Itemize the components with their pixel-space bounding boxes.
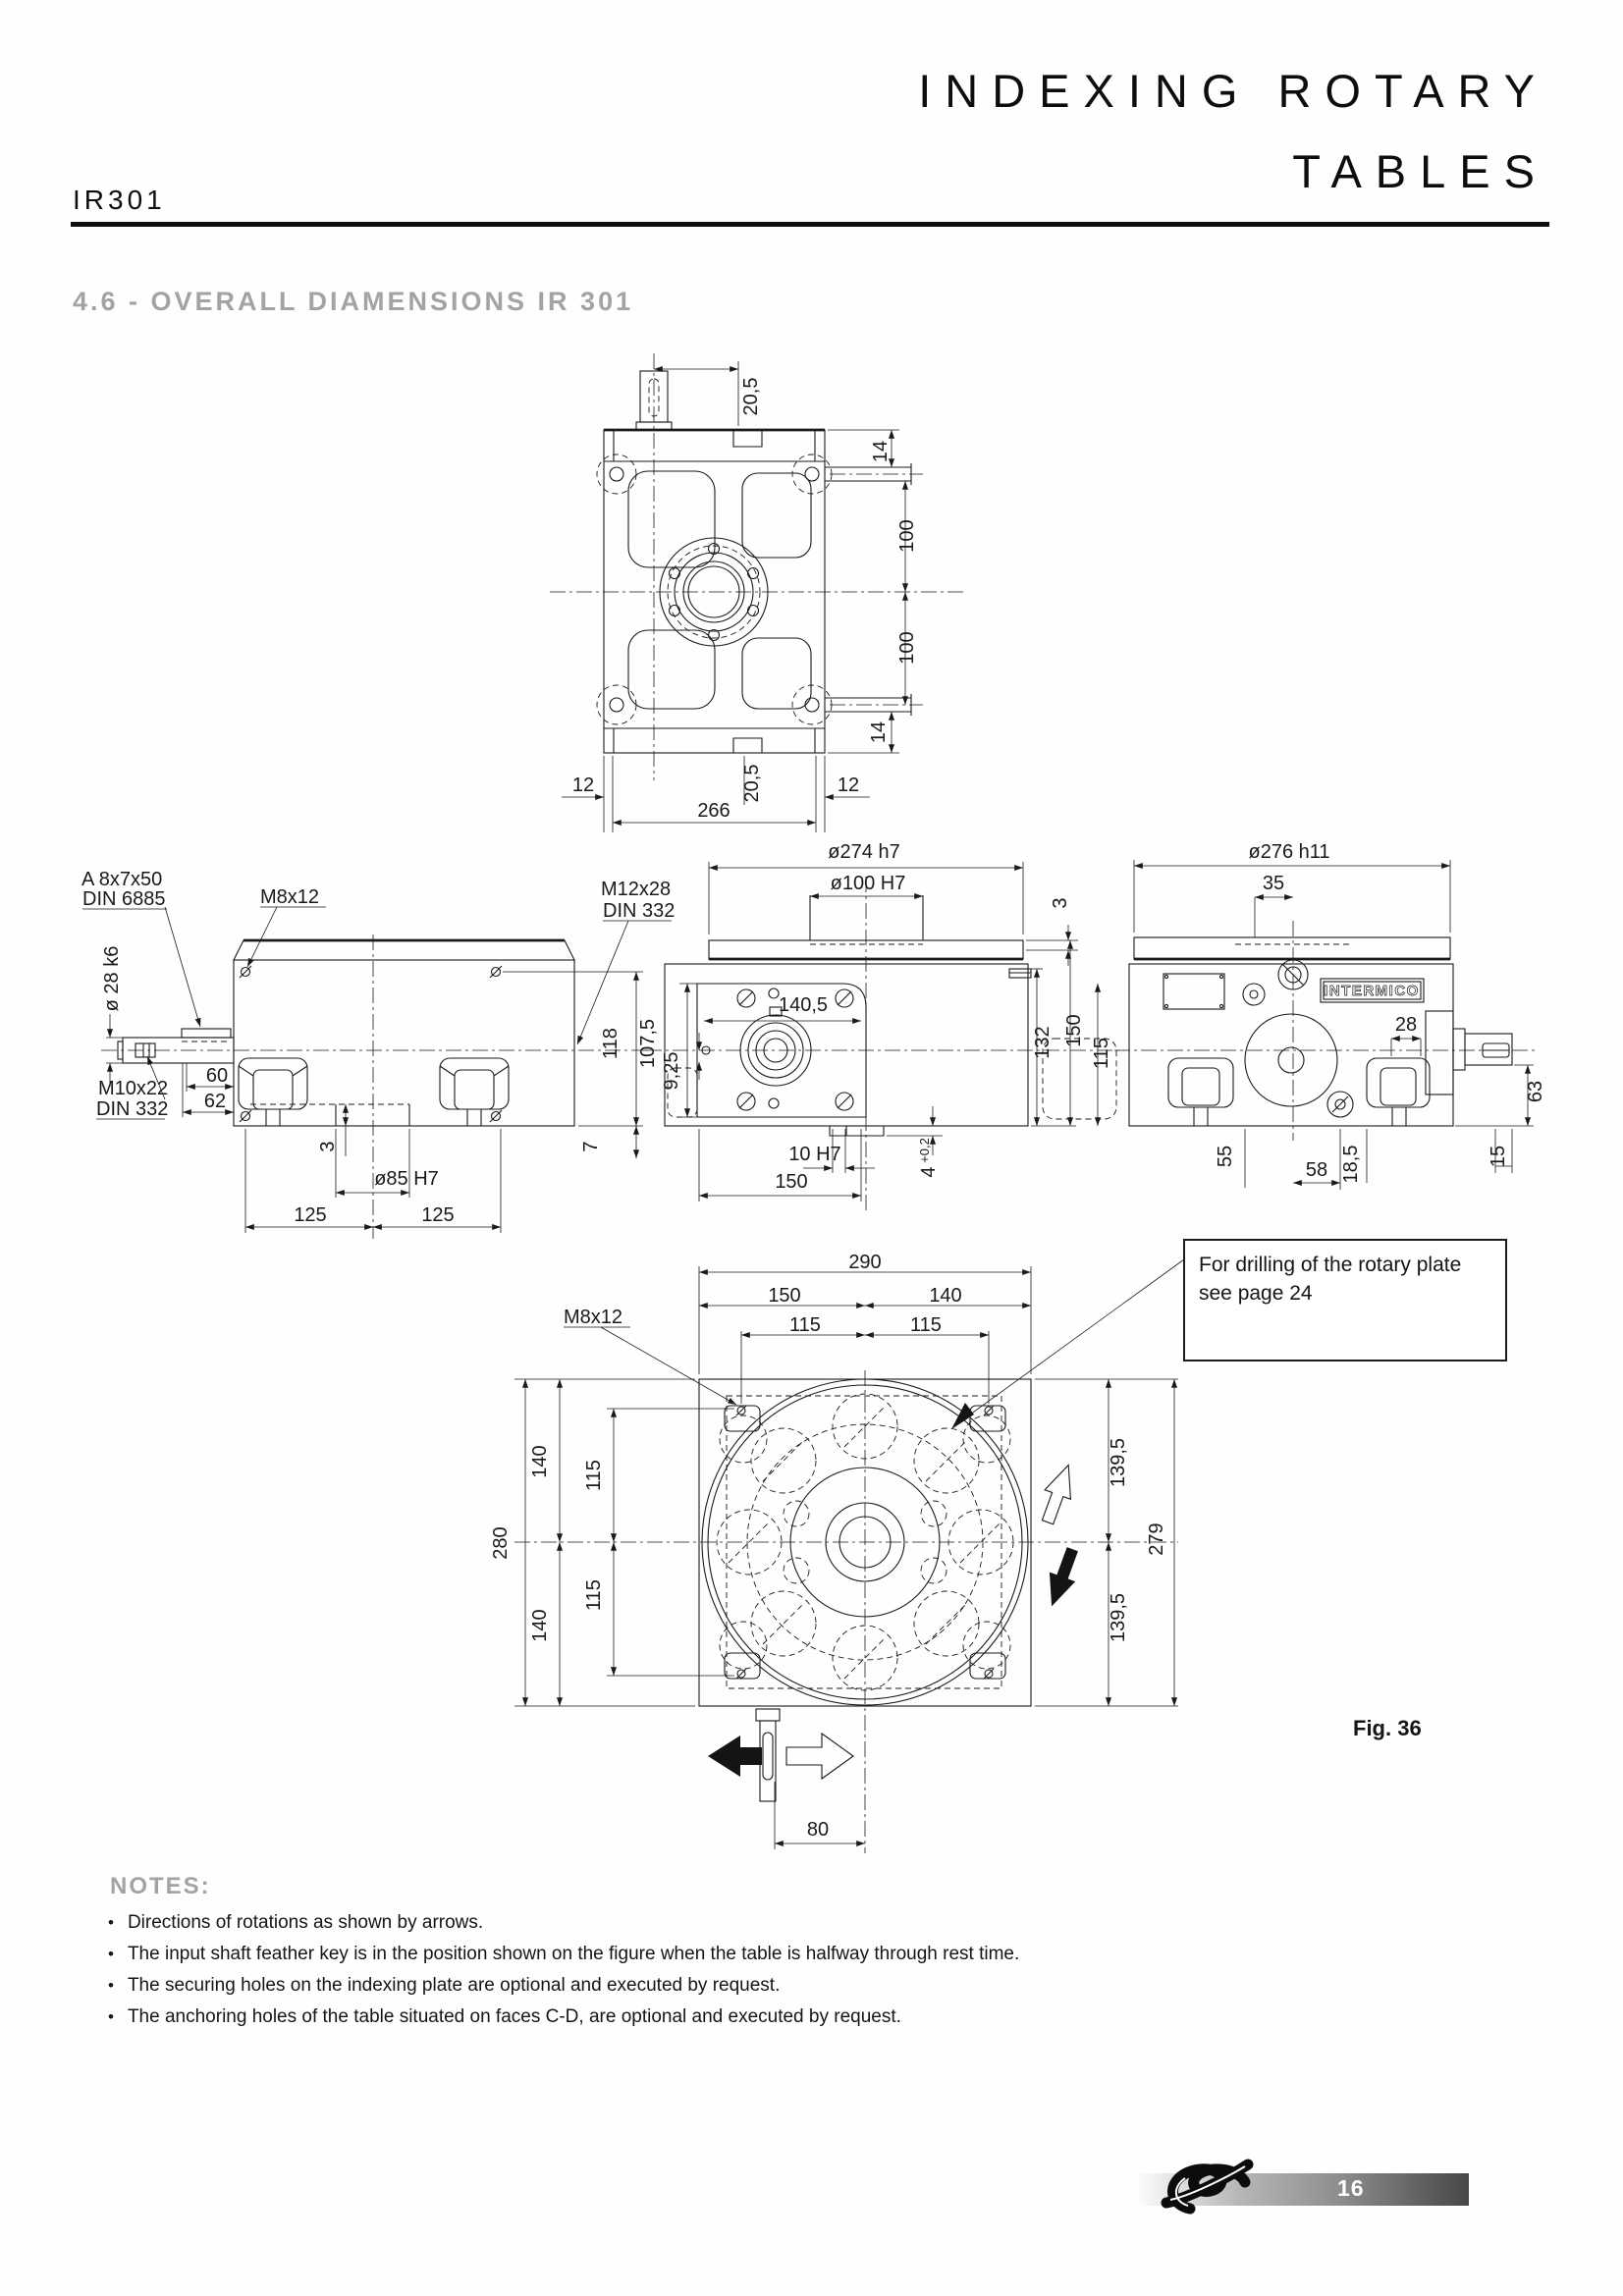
dim-9-25: 9,25 (661, 1051, 682, 1091)
dim-20-5-top: 20,5 (740, 377, 762, 416)
dim-shaft-dia: ø 28 k6 (101, 945, 123, 1012)
dim-key-10h7: 10 H7 (788, 1144, 841, 1165)
dim-plate-274: ø274 h7 (828, 841, 900, 863)
notes-list (108, 1912, 1414, 2038)
front-view-drawing (637, 841, 1124, 1212)
section-title: 4.6 - OVERALL DIAMENSIONS IR 301 (73, 287, 634, 316)
rotation-arrow-ccw (1035, 1461, 1082, 1527)
dim-3-lip: 3 (1050, 897, 1071, 909)
figure-caption: Fig. 36 (1353, 1716, 1422, 1740)
dim-279: 279 (1146, 1522, 1167, 1556)
dim-100-bottom: 100 (896, 631, 918, 665)
dim-115-top-right: 115 (910, 1314, 942, 1336)
intermico-logo-icon (1157, 2158, 1255, 2220)
dim-plate-276: ø276 h11 (1248, 841, 1330, 863)
document-title-line1: INDEXING ROTARY (918, 65, 1548, 117)
plan-view-drawing (490, 1252, 1184, 1853)
dim-107-5: 107,5 (637, 1018, 659, 1069)
dim-15: 15 (1488, 1145, 1509, 1168)
label-tap-m12x28-line1: M12x28 (601, 879, 672, 900)
bullet-icon: • (108, 1976, 114, 1995)
dim-bore-85: ø85 H7 (374, 1168, 439, 1190)
dim-115-height: 115 (1091, 1038, 1112, 1069)
dim-4-tolerance: +0,2 (917, 1138, 932, 1163)
note-item-text: The securing holes on the indexing plate are optional and executed by request. (127, 1975, 781, 1996)
label-key-spec-line2: DIN 6885 (82, 888, 166, 910)
dim-140-plan-top: 140 (929, 1285, 962, 1307)
dim-150-plan: 150 (768, 1285, 801, 1307)
dim-35: 35 (1262, 873, 1285, 894)
label-tap-m10x22-line1: M10x22 (98, 1078, 169, 1099)
dim-28: 28 (1394, 1014, 1418, 1036)
note-leader-line (959, 1259, 1184, 1422)
dim-60: 60 (205, 1065, 229, 1087)
dim-4: 4 (918, 1166, 940, 1178)
dim-12-right: 12 (837, 774, 860, 796)
dim-12-left: 12 (571, 774, 595, 796)
dim-150-right: 150 (1063, 1014, 1085, 1047)
dim-118: 118 (600, 1028, 622, 1059)
clamp-slot (1168, 1058, 1430, 1126)
dim-150-bottom: 150 (775, 1171, 808, 1193)
label-tap-m10x22-line2: DIN 332 (96, 1098, 169, 1120)
note-item-text: The input shaft feather key is in the position shown on the figure when the table is halfway through rest time. (127, 1944, 1020, 1964)
dim-125-left: 125 (294, 1204, 327, 1226)
label-tap-m8x12: M8x12 (260, 886, 320, 908)
label-key-spec-line1: A 8x7x50 (81, 869, 163, 890)
document-title-line2: TABLES (1292, 145, 1548, 198)
note-item (108, 1944, 1414, 1965)
dim-7: 7 (580, 1141, 602, 1152)
dim-62: 62 (203, 1091, 227, 1112)
model-code: IR301 (73, 185, 166, 215)
input-hub (740, 1007, 811, 1086)
dim-55: 55 (1215, 1145, 1236, 1168)
clamp-slot (239, 1058, 509, 1126)
dim-139-5-bottom: 139,5 (1108, 1592, 1129, 1643)
dim-63: 63 (1525, 1080, 1546, 1103)
dim-125-right: 125 (421, 1204, 455, 1226)
dim-14-top: 14 (870, 440, 892, 463)
rear-view-drawing (1091, 841, 1546, 1190)
dim-18-5: 18,5 (1340, 1145, 1362, 1184)
bullet-icon: • (108, 2007, 114, 2026)
note-item (108, 2006, 1414, 2028)
note-box: For drilling of the rotary plate see page 24 (1183, 1239, 1507, 1362)
side-view-drawing (81, 869, 675, 1239)
dim-115-left-top: 115 (583, 1460, 605, 1491)
dim-3-recess: 3 (317, 1141, 339, 1152)
rotation-arrow-cw (1039, 1544, 1086, 1611)
dim-58: 58 (1305, 1159, 1328, 1181)
label-tap-m8x12-plan: M8x12 (564, 1307, 623, 1328)
note-item (108, 1912, 1414, 1934)
dim-140-5: 140,5 (778, 994, 829, 1016)
note-item-text: Directions of rotations as shown by arrows. (127, 1912, 484, 1933)
notes-heading: NOTES: (110, 1873, 211, 1899)
note-item (108, 1975, 1414, 1997)
dim-132: 132 (1032, 1026, 1054, 1059)
dim-266: 266 (697, 800, 730, 822)
dim-140-left-top: 140 (529, 1445, 551, 1478)
top-view-drawing (550, 353, 967, 832)
bullet-icon: • (108, 1913, 114, 1932)
dim-20-5-bottom: 20,5 (741, 764, 763, 803)
brand-name: INTERMICO (1324, 983, 1420, 999)
dim-280: 280 (490, 1526, 512, 1560)
note-item-text: The anchoring holes of the table situated on faces C-D, are optional and executed by request. (127, 2006, 901, 2027)
shaft-arrow-left (708, 1735, 762, 1777)
dim-spigot-100: ø100 H7 (830, 873, 906, 894)
dim-139-5-top: 139,5 (1108, 1437, 1129, 1488)
bullet-icon: • (108, 1945, 114, 1963)
label-tap-m12x28-line2: DIN 332 (603, 900, 676, 922)
dim-115-top-left: 115 (789, 1314, 821, 1336)
dim-14-bottom: 14 (868, 721, 890, 744)
dim-100-top: 100 (896, 519, 918, 553)
intermico-brand-plate (1321, 979, 1424, 1002)
page-number: 16 (1337, 2175, 1365, 2201)
dim-80: 80 (806, 1819, 830, 1841)
tapped-hole-marks (240, 966, 502, 1122)
dim-115-left-bottom: 115 (583, 1579, 605, 1611)
dim-290: 290 (848, 1252, 882, 1273)
dim-140-left-bottom: 140 (529, 1609, 551, 1642)
shaft-arrow-right (786, 1734, 853, 1779)
